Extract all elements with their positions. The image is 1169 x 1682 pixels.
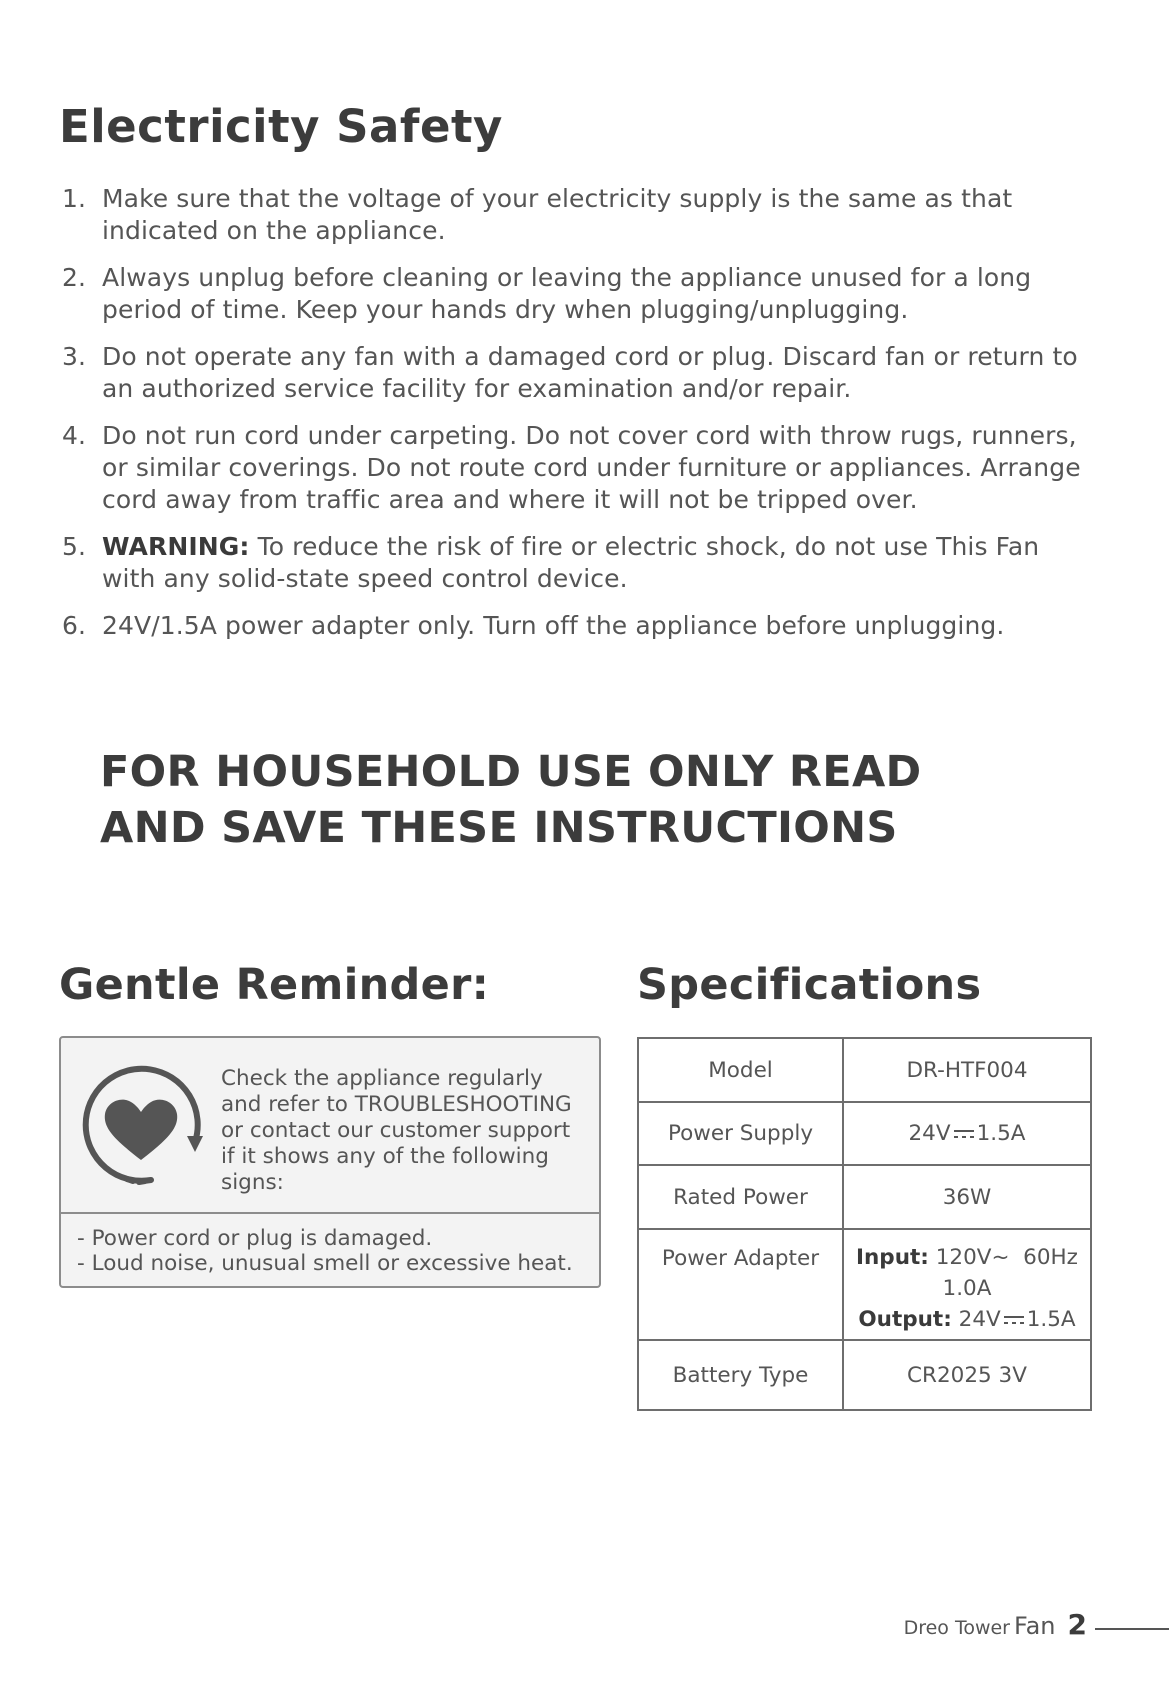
list-number: 5. [62, 532, 87, 561]
footer-product: Fan [1013, 1612, 1056, 1640]
current-value: 1.5A [976, 1121, 1026, 1146]
household-use-notice [100, 744, 922, 856]
spec-value: CR2025 3V [843, 1340, 1091, 1410]
spec-label: Power Supply [638, 1102, 843, 1165]
reminder-sign: - Power cord or plug is damaged. [77, 1226, 433, 1251]
electricity-safety-title: Electricity Safety [59, 100, 503, 153]
safety-item-5 [62, 531, 1092, 595]
reminder-line: or contact our customer support [221, 1118, 571, 1143]
voltage-value: 24V [908, 1121, 951, 1146]
warning-label: WARNING: [102, 532, 250, 561]
household-line-1: FOR HOUSEHOLD USE ONLY READ [100, 747, 922, 797]
spec-row-power-supply [638, 1102, 1091, 1165]
reminder-top-section [61, 1038, 599, 1214]
safety-item-2 [62, 262, 1092, 326]
adapter-input-current: 1.0A [942, 1276, 992, 1301]
page-number: 2 [1067, 1608, 1087, 1641]
input-label: Input: [856, 1245, 929, 1270]
spec-value [843, 1102, 1091, 1165]
adapter-input [844, 1242, 1090, 1273]
safety-item-3 [62, 341, 1092, 405]
list-number: 3. [62, 342, 87, 371]
footer-rule [1095, 1628, 1169, 1630]
safety-item-text: Do not operate any fan with a damaged cord or plug. Discard fan or return to an authorized service facility for examination and/or repair. [102, 342, 1078, 403]
specifications-table [637, 1037, 1092, 1411]
spec-row-battery-type [638, 1340, 1091, 1410]
spec-value [843, 1229, 1091, 1340]
output-label: Output: [858, 1307, 952, 1332]
output-voltage: 24V [958, 1307, 1001, 1332]
reminder-line: if it shows any of the following [221, 1144, 549, 1169]
spec-value: DR-HTF004 [843, 1038, 1091, 1102]
list-number: 1. [62, 184, 87, 213]
reminder-sign: - Loud noise, unusual smell or excessive heat. [77, 1251, 573, 1276]
reminder-line: signs: [221, 1170, 284, 1195]
safety-item-text: Make sure that the voltage of your electricity supply is the same as that indicated on the appliance. [102, 184, 1013, 245]
output-current: 1.5A [1026, 1307, 1076, 1332]
gentle-reminder-box [59, 1036, 601, 1288]
reminder-text [221, 1066, 596, 1196]
dc-symbol-icon [953, 1129, 975, 1139]
safety-item-1 [62, 183, 1092, 247]
list-number: 6. [62, 611, 87, 640]
spec-row-rated-power [638, 1165, 1091, 1229]
spec-value: 36W [843, 1165, 1091, 1229]
safety-item-text: Always unplug before cleaning or leaving the appliance unused for a long period of time. Keep your hands dry when plugging/unplugging. [102, 263, 1032, 324]
safety-item-6 [62, 610, 1092, 642]
specifications-title: Specifications [637, 960, 982, 1010]
spec-label: Model [638, 1038, 843, 1102]
list-number: 2. [62, 263, 87, 292]
spec-label: Power Adapter [638, 1229, 843, 1340]
safety-item-text: Do not run cord under carpeting. Do not cover cord with throw rugs, runners, or similar coverings. Do not route cord under furniture or appliances. Arrange cord away from traffic area and where it will not be tripped over. [102, 421, 1081, 514]
dc-symbol-icon [1003, 1315, 1025, 1325]
gentle-reminder-title: Gentle Reminder: [59, 960, 490, 1010]
footer-brand: Dreo Tower [903, 1617, 1010, 1639]
spec-label: Rated Power [638, 1165, 843, 1229]
adapter-output [844, 1304, 1090, 1335]
reminder-line: and refer to TROUBLESHOOTING [221, 1092, 572, 1117]
page-footer [904, 1608, 1087, 1641]
reminder-signs-list [77, 1226, 573, 1276]
list-number: 4. [62, 421, 87, 450]
spec-row-power-adapter [638, 1229, 1091, 1340]
reminder-line: Check the appliance regularly [221, 1066, 543, 1091]
safety-item-text: To reduce the risk of fire or electric shock, do not use This Fan with any solid-state speed control device. [102, 532, 1040, 593]
safety-item-4 [62, 420, 1092, 516]
heart-refresh-icon [79, 1062, 207, 1190]
safety-item-text: 24V/1.5A power adapter only. Turn off the appliance before unplugging. [102, 611, 1005, 640]
electricity-safety-list [62, 183, 1092, 657]
input-value: 120V~ 60Hz [935, 1245, 1078, 1270]
spec-label: Battery Type [638, 1340, 843, 1410]
spec-row-model [638, 1038, 1091, 1102]
household-line-2: AND SAVE THESE INSTRUCTIONS [100, 803, 898, 853]
